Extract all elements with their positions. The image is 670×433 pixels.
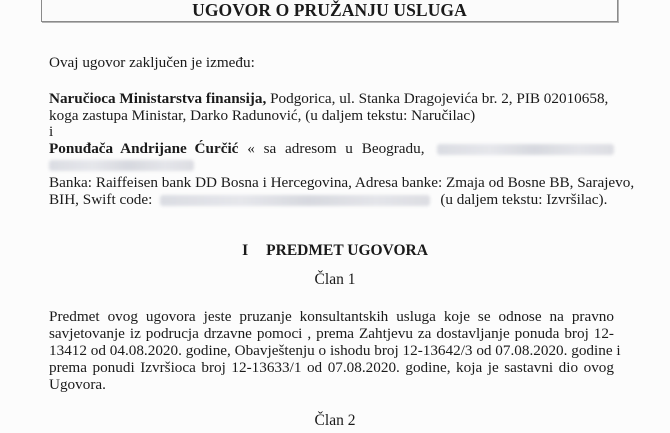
redacted-address: [437, 144, 614, 155]
article-1-line-4: prema ponudi Izvršioca broj 12-13633/1 od 07.08.2020. godine, koja je sastavni dio ovog: [49, 359, 614, 376]
conjunction: i: [49, 123, 54, 140]
article-2-label: Član 2: [314, 412, 356, 429]
party2-name: Ponuđača Andrijane Ćurčić: [49, 140, 239, 157]
party1-name: Naručioca Ministarstva finansija,: [49, 90, 267, 107]
party2-swift-line: [49, 191, 607, 209]
redacted-swift-iban: [160, 195, 430, 206]
party2-bank-line: Banka: Raiffeisen bank DD Bosna i Hercegovina, Adresa banke: Zmaja od Bosne BB, Sarajevo,: [49, 174, 635, 191]
swift-label: BIH, Swift code:: [49, 191, 153, 208]
party2-line1: [49, 140, 614, 158]
party2-redacted-line: [49, 157, 194, 175]
section-title: PREDMET UGOVORA: [266, 242, 428, 259]
party1-line1: [49, 90, 608, 108]
party1-address: Podgorica, ul. Stanka Dragojevića br. 2, PIB 02010658,: [266, 90, 609, 107]
document-title: UGOVOR O PRUŽANJU USLUGA: [192, 0, 467, 20]
intro-text: Ovaj ugovor zaključen je između:: [49, 54, 255, 71]
section-heading: [0, 242, 670, 260]
section-number: I: [242, 242, 249, 259]
party2-address-prefix: « sa adresom u Beogradu,: [238, 140, 425, 157]
article-1-line-5: Ugovora.: [49, 376, 106, 393]
article-1-line-3: 13412 od 04.08.2020. godine, Obavještenju o ishodu broj 12-13642/3 od 07.08.2020. godine i: [49, 342, 621, 359]
article-1-line-2: savjetovanje iz podrucja drzavne pomoci , prema Zahtjevu za dostavljanje ponuda broj 12-: [49, 325, 614, 342]
redacted-account: [49, 160, 194, 171]
title-box: [41, 0, 618, 22]
party1-line2: koga zastupa Ministar, Darko Radunović, (u daljem tekstu: Naručilac): [49, 107, 476, 124]
article-1-label: Član 1: [314, 271, 356, 288]
party2-alias: (u daljem tekstu: Izvršilac).: [440, 191, 608, 208]
article-1-line-1: Predmet ovog ugovora jeste pruzanje konsultantskih usluga koje se odnose na pravno: [49, 308, 614, 325]
